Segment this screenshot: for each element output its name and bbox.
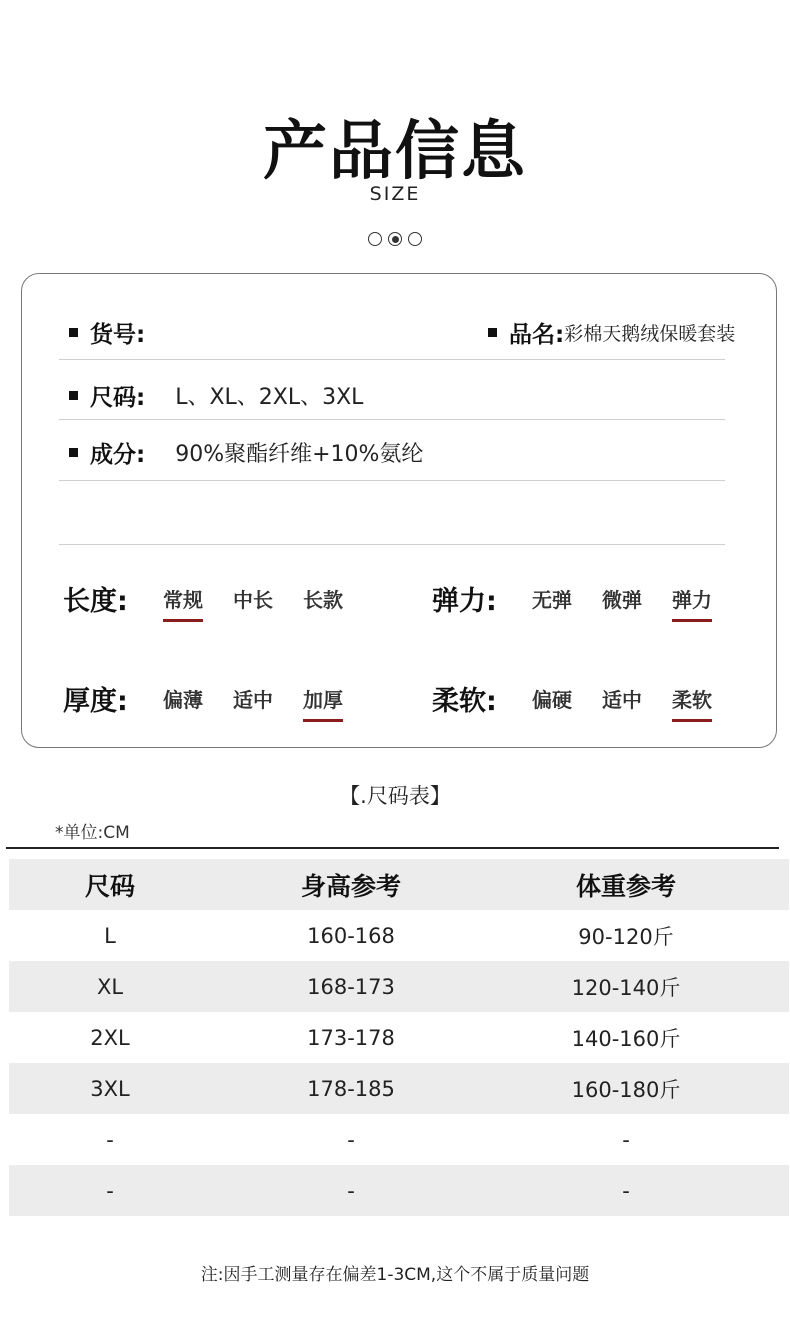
unit-label: *单位:CM — [55, 823, 130, 843]
thickness-label: 厚度: — [63, 685, 128, 717]
size-row — [59, 377, 725, 413]
table-header-row — [9, 859, 789, 910]
cell-weight: 140-160斤 — [571, 1026, 681, 1051]
square-bullet-icon — [488, 328, 497, 337]
size-table-title: 【.尺码表】 — [339, 784, 451, 808]
length-label: 长度: — [63, 585, 128, 617]
cell-height: 178-185 — [307, 1076, 395, 1101]
length-attribute — [63, 578, 373, 618]
cell-height: - — [347, 1127, 355, 1152]
softness-option-hard: 偏硬 — [532, 687, 572, 712]
divider — [59, 419, 725, 420]
cell-height: 173-178 — [307, 1025, 395, 1050]
header-size: 尺码 — [84, 871, 135, 901]
square-bullet-icon — [69, 391, 78, 400]
elasticity-label: 弹力: — [432, 585, 497, 617]
material-value: 90%聚酯纤维+10%氨纶 — [175, 441, 424, 467]
product-name-value: 彩棉天鹅绒保暖套装 — [564, 322, 736, 345]
size-table — [9, 859, 789, 1216]
cell-weight: - — [622, 1127, 630, 1152]
measurement-note: 注:因手工测量存在偏差1-3CM,这个不属于质量问题 — [200, 1265, 590, 1285]
softness-option-medium: 适中 — [602, 687, 642, 712]
item-no-label: 货号: — [90, 321, 146, 348]
softness-attribute — [432, 678, 742, 718]
product-name-row — [478, 314, 735, 350]
thickness-option-thick: 加厚 — [303, 684, 343, 713]
elasticity-option-slight: 微弹 — [602, 587, 642, 612]
elasticity-attribute — [432, 578, 742, 618]
table-row — [9, 1012, 789, 1063]
table-row — [9, 910, 789, 961]
cell-size: XL — [96, 974, 124, 999]
material-label: 成分: — [90, 441, 146, 468]
cell-size: 2XL — [90, 1025, 130, 1050]
square-bullet-icon — [69, 448, 78, 457]
cell-size: - — [106, 1178, 114, 1203]
elasticity-option-stretch: 弹力 — [672, 584, 712, 613]
cell-height: 160-168 — [307, 923, 395, 948]
table-row — [9, 1165, 789, 1216]
cell-size: 3XL — [90, 1076, 130, 1101]
cell-weight: 160-180斤 — [571, 1077, 681, 1102]
header-height: 身高参考 — [300, 871, 401, 901]
thickness-option-thin: 偏薄 — [163, 687, 203, 712]
dot-icon — [368, 232, 382, 246]
page-subtitle: SIZE — [369, 183, 421, 205]
cell-height: 168-173 — [307, 974, 395, 999]
dot-icon — [408, 232, 422, 246]
softness-option-soft: 柔软 — [672, 684, 712, 713]
cell-height: - — [347, 1178, 355, 1203]
table-row — [9, 1063, 789, 1114]
length-option-mid: 中长 — [233, 587, 273, 612]
cell-size: - — [106, 1127, 114, 1152]
thickness-option-medium: 适中 — [233, 687, 273, 712]
dot-active-icon — [388, 232, 402, 246]
cell-size: L — [104, 923, 116, 948]
size-value: L、XL、2XL、3XL — [175, 384, 364, 410]
elasticity-option-none: 无弹 — [532, 587, 572, 612]
divider — [59, 544, 725, 545]
length-option-long: 长款 — [303, 587, 343, 612]
table-row — [9, 961, 789, 1012]
table-row — [9, 1114, 789, 1165]
material-row — [59, 434, 725, 470]
product-info-card — [21, 273, 777, 748]
cell-weight: 90-120斤 — [578, 924, 674, 949]
cell-weight: - — [622, 1178, 630, 1203]
size-label: 尺码: — [90, 384, 146, 411]
square-bullet-icon — [69, 328, 78, 337]
header-weight: 体重参考 — [575, 871, 676, 901]
cell-weight: 120-140斤 — [571, 975, 681, 1000]
table-top-rule — [6, 847, 779, 849]
divider — [59, 480, 725, 481]
divider — [59, 359, 725, 360]
thickness-attribute — [63, 678, 373, 718]
length-option-regular: 常规 — [163, 584, 203, 613]
page-title: 产品信息 — [263, 115, 527, 189]
carousel-dots — [0, 232, 790, 246]
product-name-label: 品名: — [509, 321, 565, 348]
softness-label: 柔软: — [432, 685, 497, 717]
